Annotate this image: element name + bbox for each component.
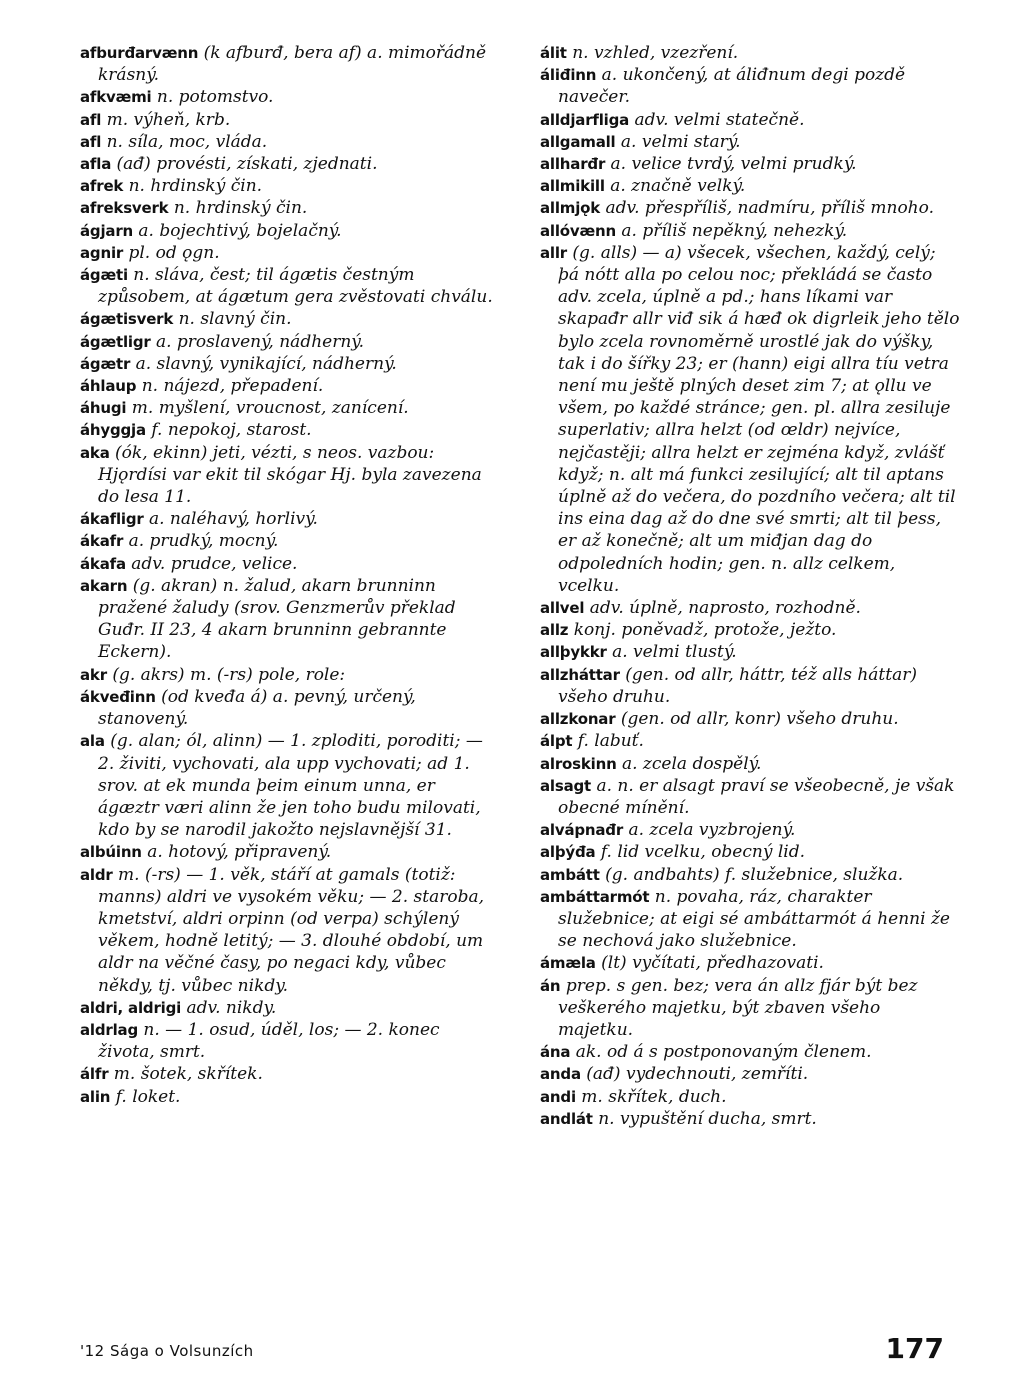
dictionary-entry — [540, 841, 960, 863]
entry-headword: allzkonar — [540, 710, 616, 729]
dictionary-entry — [80, 1063, 500, 1085]
entry-definition: adv. nikdy. — [186, 997, 277, 1018]
entry-headword: akr — [80, 665, 107, 684]
entry-headword: áliđinn — [540, 66, 597, 85]
entry-definition: (lt) vyčítati, předhazovati. — [601, 953, 824, 974]
dictionary-entry — [540, 886, 960, 953]
entry-headword: án — [540, 976, 561, 995]
dictionary-entry — [80, 1019, 500, 1063]
dictionary-entry — [540, 730, 960, 752]
entry-headword: ala — [80, 732, 105, 751]
entry-definition: a. bojechtivý, bojelačný. — [138, 220, 342, 241]
entry-definition: a. naléhavý, horlivý. — [148, 509, 318, 530]
dictionary-entry — [80, 153, 500, 175]
entry-definition: adv. prudce, velice. — [131, 553, 298, 574]
entry-headword: álfr — [80, 1065, 109, 1084]
entry-definition: ak. od á s postponovaným členem. — [575, 1042, 872, 1063]
dictionary-entry — [80, 220, 500, 242]
dictionary-entry — [80, 242, 500, 264]
dictionary-entry — [80, 419, 500, 441]
entry-definition: adv. úplně, naprosto, rozhodně. — [589, 598, 861, 619]
dictionary-entry — [80, 175, 500, 197]
entry-definition: (gen. od allr, háttr, též alls háttar) všeho druhu. — [558, 664, 917, 707]
dictionary-entry — [540, 975, 960, 1042]
entry-definition: a. n. er alsagt praví se všeobecně, je však obecné mínění. — [558, 775, 955, 818]
entry-headword: aldrlag — [80, 1020, 138, 1039]
entry-definition: (ađ) vydechnouti, zemříti. — [586, 1064, 809, 1085]
dictionary-entry — [80, 42, 500, 86]
entry-headword: agnir — [80, 243, 124, 262]
entry-definition: n. vzhled, vzezření. — [572, 43, 739, 63]
dictionary-entry — [540, 197, 960, 219]
dictionary-entry — [80, 1086, 500, 1108]
left-column — [80, 42, 500, 1108]
dictionary-entry — [540, 1108, 960, 1130]
entry-definition: n. — 1. osud, úděl, los; — 2. konec života, smrt. — [98, 1019, 440, 1063]
entry-definition: (g. alan; ól, alinn) — 1. zploditi, poroditi; — 2. živiti, vychovati, ala upp vychovati; ad 1. srov. at ek munda þeim einum unna, er ágæztr væri alinn že jen toho budu milovati, kdo by se narodil jakožto nejslavnější 31. — [98, 731, 483, 841]
dictionary-entry — [540, 64, 960, 108]
dictionary-entry — [80, 264, 500, 308]
dictionary-entry — [80, 397, 500, 419]
entry-headword: akarn — [80, 576, 128, 595]
entry-headword: ágjarn — [80, 221, 133, 240]
entry-headword: ákafr — [80, 532, 124, 551]
entry-definition: a. příliš nepěkný, nehezký. — [621, 220, 848, 241]
dictionary-entry — [540, 1086, 960, 1108]
entry-definition: prep. s gen. bez; vera án allz fjár být bez veškerého majetku, být zbaven všeho majetku. — [558, 975, 918, 1040]
entry-definition: n. povaha, ráz, charakter služebnice; at eigi sé ambáttarmót á henni že se nechová jako služebnice. — [558, 886, 950, 952]
dictionary-entry — [540, 753, 960, 775]
entry-definition: a. proslavený, nádherný. — [155, 331, 365, 352]
dictionary-entry — [540, 175, 960, 197]
dictionary-entry — [540, 109, 960, 131]
entry-definition: n. vypuštění ducha, smrt. — [598, 1108, 817, 1129]
entry-headword: allr — [540, 243, 568, 262]
dictionary-entry — [540, 220, 960, 242]
entry-definition: adv. velmi statečně. — [634, 109, 805, 130]
entry-headword: ákafa — [80, 554, 126, 573]
dictionary-entry — [80, 864, 500, 997]
entry-definition: f. labuť. — [577, 731, 644, 752]
entry-headword: andi — [540, 1087, 576, 1106]
dictionary-entry — [540, 242, 960, 597]
dictionary-entry — [80, 575, 500, 664]
entry-headword: alvápnađr — [540, 821, 624, 840]
entry-headword: álpt — [540, 732, 573, 751]
dictionary-entry — [540, 664, 960, 708]
dictionary-entry — [80, 730, 500, 841]
entry-definition: pl. od ǫgn. — [128, 242, 220, 263]
entry-definition: a. velmi tlustý. — [612, 642, 737, 663]
entry-headword: ágætisverk — [80, 310, 174, 329]
entry-definition: a. zcela dospělý. — [621, 753, 762, 774]
dictionary-entry — [540, 131, 960, 153]
entry-headword: alþýđa — [540, 843, 596, 862]
entry-headword: áhugi — [80, 399, 127, 418]
dictionary-entry — [540, 619, 960, 641]
entry-headword: afl — [80, 132, 102, 151]
entry-definition: f. nepokoj, starost. — [151, 420, 312, 441]
entry-headword: áhyggja — [80, 421, 146, 440]
dictionary-entry — [80, 109, 500, 131]
entry-headword: afl — [80, 110, 102, 129]
running-footer: '12 Sága o Volsunzích — [80, 1342, 254, 1360]
entry-definition: f. lid vcelku, obecný lid. — [600, 842, 806, 863]
entry-definition: a. velice tvrdý, velmi prudký. — [610, 154, 857, 175]
entry-definition: m. šotek, skřítek. — [113, 1064, 263, 1085]
entry-definition: f. loket. — [115, 1086, 181, 1107]
entry-headword: ákveđinn — [80, 687, 156, 706]
dictionary-entry — [540, 597, 960, 619]
dictionary-entry — [80, 375, 500, 397]
dictionary-entry — [540, 153, 960, 175]
dictionary-entry — [80, 508, 500, 530]
entry-headword: áhlaup — [80, 377, 137, 396]
entry-definition: (g. alls) — a) všecek, všechen, každý, celý; þá nótt alla po celou noc; překládá se často adv. zcela, úplně a pd.; hans líkami var skapađr allr viđ sik á hæđ ok digrleik jeho tělo bylo zcela rovnoměrně urostlé jak do výšky, tak i do šířky 23; er (hann) eigi allra tíu vetra není mu ještě plných deset zim 7; at ǫllu ve všem, po každé stránce; gen. pl. allra zesiluje superlativ; allra helzt (od œldr) nejvíce, nejčastěji; allra helzt er zejména když, zvlášť když; n. alt má funkci zesilující; alt til aptans úplně až do večera, do pozdního večera; alt til ins eina dag až do dne své smrti; alt til þess, er až konečně; alt um miđjan dag do odpoledních hodin; gen. n. allz celkem, vcelku. — [558, 242, 960, 596]
entry-definition: n. slavný čin. — [178, 309, 292, 330]
dictionary-entry — [80, 442, 500, 509]
dictionary-entry — [80, 530, 500, 552]
entry-definition: a. hotový, připravený. — [147, 842, 332, 863]
entry-definition: a. značně velký. — [610, 176, 746, 197]
entry-definition: a. prudký, mocný. — [128, 531, 279, 552]
entry-definition: m. (-rs) — 1. věk, stáří at gamals (totiž: manns) aldri ve vysokém věku; — 2. staroba, kmetství, aldri orpinn (od verpa) schýlený věkem, hodně letitý; — 3. dlouhé období, um aldr na věčné časy, po negaci kdy, vůbec někdy, tj. vůbec nikdy. — [98, 864, 485, 996]
dictionary-entry — [80, 308, 500, 330]
dictionary-entry — [540, 952, 960, 974]
entry-definition: (k afburđ, bera af) a. mimořádně krásný. — [98, 43, 487, 86]
dictionary-entry — [80, 131, 500, 153]
entry-headword: allþykkr — [540, 643, 607, 662]
dictionary-entry — [540, 775, 960, 819]
entry-definition: m. výheň, krb. — [106, 109, 231, 130]
entry-definition: n. hrdinský čin. — [173, 198, 308, 219]
dictionary-entry — [80, 841, 500, 863]
entry-headword: afreksverk — [80, 199, 169, 218]
dictionary-entry — [540, 864, 960, 886]
entry-headword: ágætr — [80, 354, 131, 373]
dictionary-entry — [80, 331, 500, 353]
entry-headword: afla — [80, 155, 112, 174]
entry-definition: a. slavný, vynikající, nádherný. — [135, 353, 397, 374]
dictionary-entry — [80, 553, 500, 575]
dictionary-entry — [80, 197, 500, 219]
dictionary-entry — [540, 1041, 960, 1063]
entry-definition: a. zcela vyzbrojený. — [628, 820, 796, 841]
entry-definition: n. potomstvo. — [156, 87, 274, 108]
entry-headword: alroskinn — [540, 754, 617, 773]
entry-headword: albúinn — [80, 843, 142, 862]
entry-headword: ákafligr — [80, 510, 144, 529]
entry-headword: ágætligr — [80, 332, 151, 351]
entry-definition: n. hrdinský čin. — [128, 176, 263, 197]
entry-definition: konj. poněvadž, protože, ježto. — [573, 620, 837, 641]
dictionary-entry — [80, 664, 500, 686]
dictionary-entry — [80, 997, 500, 1019]
entry-definition: adv. přespříliš, nadmíru, příliš mnoho. — [605, 198, 934, 219]
entry-definition: (gen. od allr, konr) všeho druhu. — [620, 709, 899, 730]
dictionary-entry — [80, 86, 500, 108]
entry-headword: ambáttarmót — [540, 887, 650, 906]
entry-definition: a. ukončený, at áliđnum degi pozdě navečer. — [558, 65, 906, 108]
entry-headword: andlát — [540, 1109, 593, 1128]
dictionary-entry — [80, 353, 500, 375]
dictionary-entry — [540, 1063, 960, 1085]
entry-headword: ána — [540, 1043, 571, 1062]
entry-definition: (g. akran) n. žalud, akarn brunninn pražené žaludy (srov. Genzmerův překlad Guđr. II 23, 4 akarn brunninn gebrannte Eckern). — [98, 575, 456, 663]
dictionary-entry — [540, 641, 960, 663]
entry-headword: aldr — [80, 865, 113, 884]
entry-headword: afkvæmi — [80, 88, 152, 107]
entry-headword: allharđr — [540, 155, 606, 174]
entry-headword: allz — [540, 621, 569, 640]
entry-definition: n. síla, moc, vláda. — [106, 131, 268, 152]
entry-headword: anda — [540, 1065, 581, 1084]
entry-headword: alin — [80, 1087, 111, 1106]
entry-definition: m. myšlení, vroucnost, zanícení. — [131, 398, 409, 419]
entry-headword: ámæla — [540, 954, 596, 973]
entry-definition: n. nájezd, přepadení. — [141, 376, 324, 397]
entry-headword: aldri, aldrigi — [80, 998, 182, 1017]
dictionary-entry — [540, 819, 960, 841]
entry-headword: afrek — [80, 177, 124, 196]
dictionary-entry — [540, 708, 960, 730]
page-number: 177 — [885, 1332, 944, 1365]
right-column — [540, 42, 960, 1130]
entry-headword: álit — [540, 44, 567, 62]
entry-headword: allvel — [540, 599, 585, 618]
entry-definition: m. skřítek, duch. — [581, 1086, 727, 1107]
entry-headword: ágæti — [80, 266, 128, 285]
entry-headword: allóvænn — [540, 221, 616, 240]
entry-headword: alldjarfliga — [540, 110, 630, 129]
entry-headword: allzháttar — [540, 665, 620, 684]
entry-headword: aka — [80, 443, 110, 462]
entry-definition: (ók, ekinn) jeti, vézti, s neos. vazbou: Hjǫrdísi var ekit til skógar Hj. byla zavezena do lesa 11. — [98, 442, 482, 508]
entry-headword: allmikill — [540, 177, 605, 196]
entry-definition: (ađ) provésti, získati, zjednati. — [116, 154, 378, 175]
entry-headword: alsagt — [540, 776, 592, 795]
entry-definition: (g. andbahts) f. služebnice, služka. — [605, 864, 904, 885]
entry-definition: (od kveđa á) a. pevný, určený, stanovený. — [98, 686, 416, 730]
dictionary-entry — [80, 686, 500, 730]
entry-definition: (g. akrs) m. (-rs) pole, role: — [112, 664, 346, 685]
entry-headword: allmjǫk — [540, 199, 601, 218]
entry-headword: allgamall — [540, 132, 616, 151]
dictionary-entry — [540, 42, 960, 64]
entry-definition: a. velmi starý. — [620, 131, 741, 152]
entry-headword: afburđarvænn — [80, 44, 199, 62]
entry-definition: n. sláva, čest; til ágætis čestným způsobem, at ágætum gera zvěstovati chválu. — [98, 265, 493, 308]
entry-headword: ambátt — [540, 865, 600, 884]
